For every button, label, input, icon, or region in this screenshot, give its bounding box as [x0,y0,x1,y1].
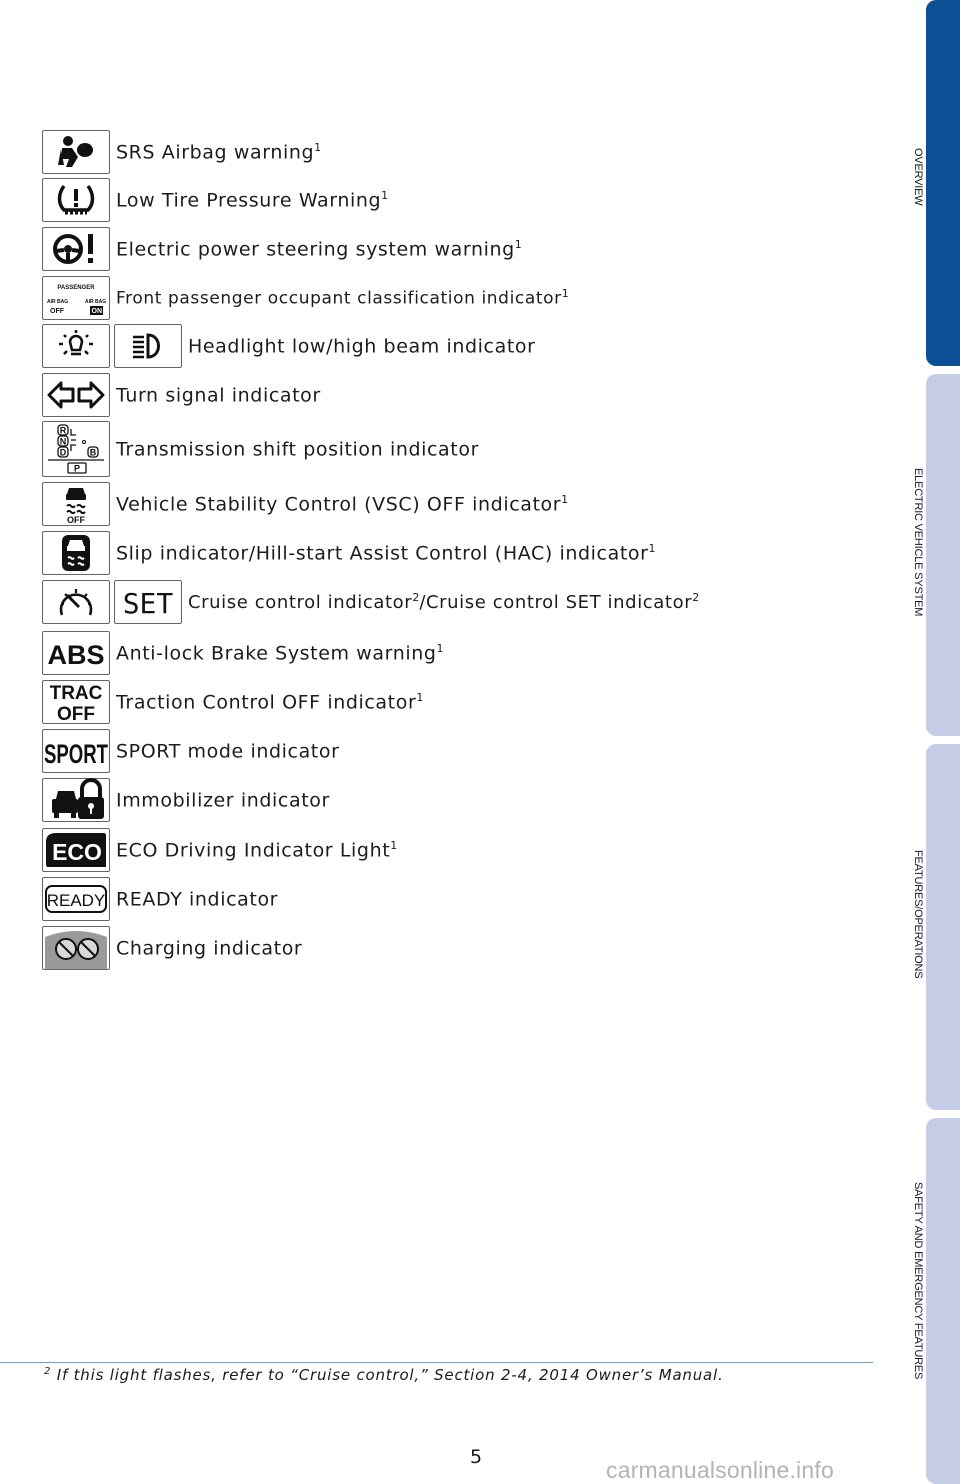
indicator-label: Transmission shift position indicator [116,438,479,461]
icon-text-eco: ECO [52,839,102,865]
turn-signal-arrows-icon [42,373,110,417]
indicator-row-shift-position [42,421,479,477]
sport-icon [42,729,110,773]
charging-gauge-icon [42,926,110,970]
indicator-row-turn-signal [42,373,321,417]
indicator-row-slip [42,531,656,575]
cruise-set-icon [114,580,182,624]
icon-text-off: OFF [67,515,85,525]
trac-off-icon [42,680,110,724]
watermark: carmanualsonline.info [606,1457,834,1483]
indicator-row-power-steering [42,227,522,271]
tab-overview[interactable] [926,0,960,366]
indicator-label: READY indicator [116,888,279,911]
vsc-off-icon [42,482,110,526]
indicator-row-headlight [42,324,536,368]
indicator-row-cruise-control [42,580,699,624]
indicator-label: Charging indicator [116,937,303,960]
tab-label-electric-vehicle-system: ELECTRIC VEHICLE SYSTEM [912,468,924,617]
shift-n: N [59,436,67,447]
indicator-row-tire-pressure [42,178,388,222]
headlight-beam-icon [114,324,182,368]
indicator-label: Slip indicator/Hill-start Assist Control (HAC) indicator$^1$ [116,541,656,565]
tab-electric-vehicle-system[interactable] [926,374,960,736]
car-lock-icon [42,778,110,822]
slip-indicator-icon [42,531,110,575]
indicator-label: Turn signal indicator [116,384,321,407]
shift-d: D [59,447,67,458]
icon-text-ready: READY [46,891,106,910]
cruise-gauge-icon [42,580,110,624]
indicator-row-ready [42,877,278,921]
tab-safety-emergency[interactable] [926,1118,960,1484]
indicator-label: SRS Airbag warning$^1$ [116,140,322,164]
section-tabs [926,0,960,1484]
tab-label-features-operations: FEATURES/OPERATIONS [912,850,924,979]
indicator-label: Front passenger occupant classification indicator$^1$ [116,287,569,309]
indicator-row-sport [42,729,340,773]
tab-features-operations[interactable] [926,744,960,1110]
tire-pressure-icon [42,178,110,222]
sun-light-icon [42,324,110,368]
passenger-airbag-icon [42,276,110,320]
indicator-label: Immobilizer indicator [116,789,330,812]
indicator-label: Traction Control OFF indicator$^1$ [116,690,424,714]
tab-label-safety-emergency: SAFETY AND EMERGENCY FEATURES [912,1182,924,1380]
abs-icon [42,631,110,675]
shift-p: P [73,463,81,474]
indicator-row-passenger-classification [42,276,569,320]
steering-wheel-warning-icon [42,227,110,271]
airbag-person-icon [42,130,110,174]
icon-text-set: SET [122,587,174,620]
shift-b: B [89,447,97,458]
indicator-label: Anti-lock Brake System warning$^1$ [116,641,444,665]
indicator-label: Cruise control indicator$^2$/Cruise control SET indicator$^2$ [188,591,700,613]
icon-text-sport: SPORT [44,739,109,769]
indicator-label: Electric power steering system warning$^1$ [116,237,522,261]
indicator-row-eco [42,828,397,872]
icon-text-off: OFF [57,704,95,725]
indicator-row-vsc-off [42,482,568,526]
indicator-row-trac-off [42,680,423,724]
icon-text-abs: ABS [47,640,105,670]
tab-label-overview: OVERVIEW [912,148,924,206]
indicator-label: Vehicle Stability Control (VSC) OFF indicator$^1$ [116,492,569,516]
ready-icon [42,877,110,921]
shift-r: R [59,425,67,436]
indicator-label: Low Tire Pressure Warning$^1$ [116,188,389,212]
indicator-row-immobilizer [42,778,330,822]
icon-text-trac: TRAC [49,683,103,704]
indicator-row-charging [42,926,302,970]
icon-text-airbag-left: AIR BAG [47,299,69,305]
indicator-label: SPORT mode indicator [116,740,340,763]
shift-position-icon [42,421,110,477]
footnote: $^2$ If this light flashes, refer to “Cruise control,” Section 2-4, 2014 Owner’s Manual. [44,1366,724,1384]
icon-text-on: ON [91,308,102,315]
icon-text-airbag-right: AIR BAG [85,299,107,305]
page-number: 5 [470,1446,483,1468]
indicator-row-abs [42,631,444,675]
indicator-label: ECO Driving Indicator Light$^1$ [116,838,398,862]
eco-icon [42,828,110,872]
indicator-label: Headlight low/high beam indicator [188,335,536,358]
indicator-row-srs-airbag [42,130,321,174]
footnote-divider [0,1362,873,1363]
icon-text-off: OFF [50,308,64,315]
icon-text-passenger: PASSENGER [57,285,95,291]
